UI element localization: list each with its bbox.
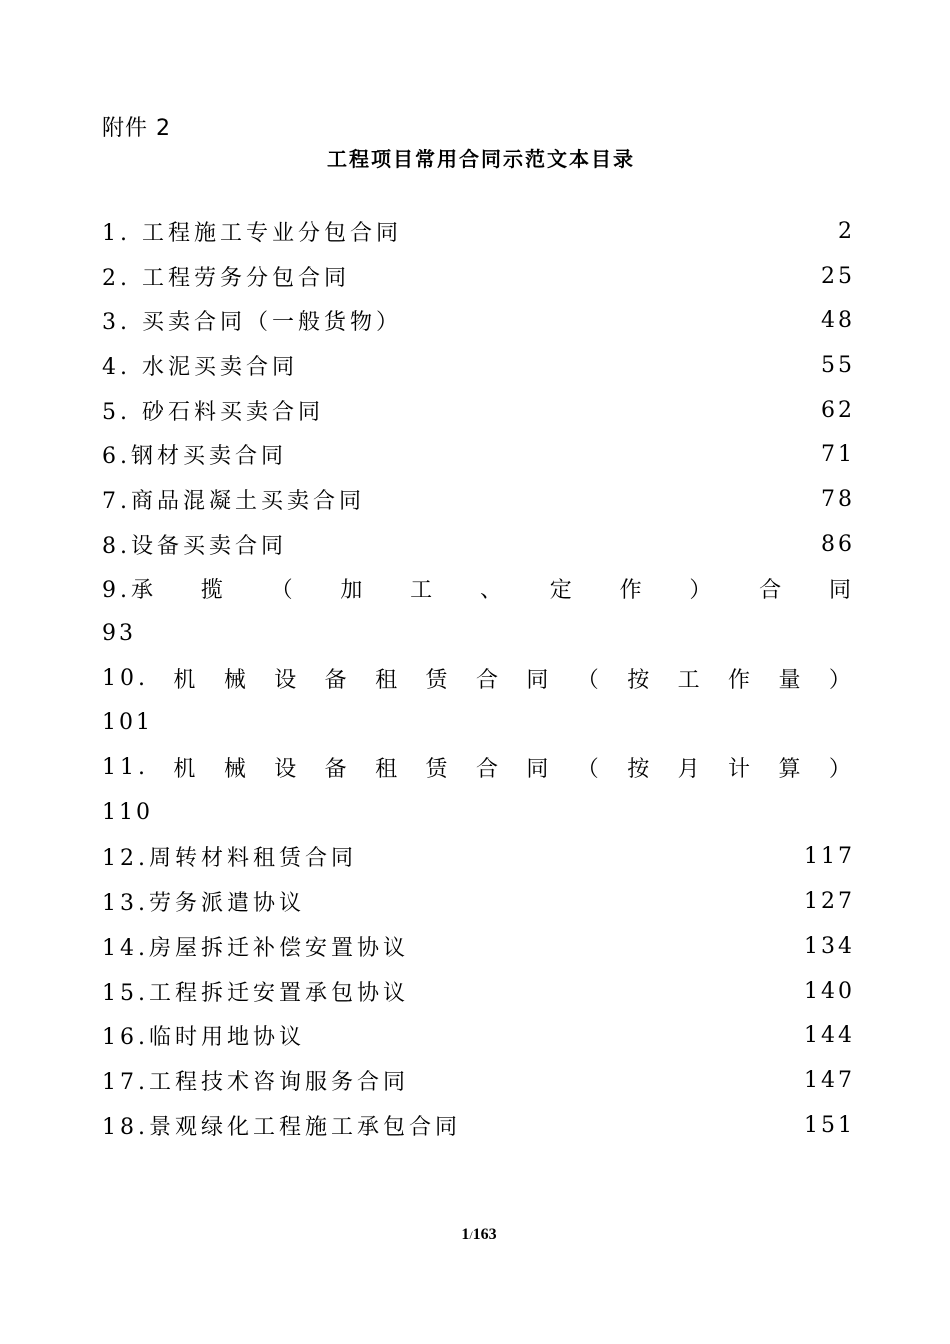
toc-entry-label-part: 计 bbox=[728, 757, 755, 783]
toc-entry[interactable] bbox=[102, 879, 855, 924]
toc-entry-label-part: 备 bbox=[324, 667, 351, 693]
toc-entry-label: 7.商品混凝土买卖合同 bbox=[102, 488, 365, 514]
toc-entry[interactable] bbox=[102, 254, 855, 299]
toc-entry-label-part: 作 bbox=[619, 578, 646, 604]
toc-entry-justified[interactable] bbox=[102, 745, 855, 790]
toc-entry-label-part: （ bbox=[576, 757, 603, 783]
toc-entry-label-part: 租 bbox=[375, 757, 402, 783]
toc-entry-label-part: ） bbox=[689, 578, 716, 604]
toc-entry-label-part: 揽 bbox=[200, 578, 227, 604]
toc-entry-label-part: 合 bbox=[475, 667, 502, 693]
toc-entry-label-part: 算 bbox=[778, 757, 805, 783]
toc-entry-label-part: 作 bbox=[728, 667, 755, 693]
toc-entry[interactable] bbox=[102, 343, 855, 388]
toc-entry[interactable] bbox=[102, 1103, 855, 1148]
toc-entry-label: 3. 买卖合同（一般货物） bbox=[102, 310, 402, 336]
toc-entry-label-part: 加 bbox=[340, 578, 367, 604]
toc-entry-label: 5. 砂石料买卖合同 bbox=[102, 399, 324, 425]
toc-entry-label: 8.设备买卖合同 bbox=[102, 533, 287, 559]
toc-entry-page: 48 bbox=[821, 308, 855, 334]
toc-entry-label: 6.钢材买卖合同 bbox=[102, 444, 287, 470]
toc-entry[interactable] bbox=[102, 969, 855, 1014]
toc-entry-label-part: 定 bbox=[549, 578, 576, 604]
toc-entry-page: 144 bbox=[804, 1023, 855, 1049]
toc-entry-page: 140 bbox=[804, 978, 855, 1004]
toc-entry-page: 25 bbox=[821, 263, 855, 289]
toc-entry[interactable] bbox=[102, 924, 855, 969]
toc-entry-label: 14.房屋拆迁补偿安置协议 bbox=[102, 935, 409, 961]
toc-entry-label-part: 租 bbox=[375, 667, 402, 693]
toc-entry-label-part: 械 bbox=[223, 667, 250, 693]
toc-entry-page: 86 bbox=[821, 531, 855, 557]
toc-entry-page: 55 bbox=[821, 352, 855, 378]
toc-entry-label-part: 工 bbox=[677, 667, 704, 693]
toc-entry-label-part: 按 bbox=[627, 757, 654, 783]
toc-entry-page: 93 bbox=[102, 621, 136, 647]
page-title: 工程项目常用合同示范文本目录 bbox=[327, 147, 635, 171]
toc-entry-label: 13.劳务派遣协议 bbox=[102, 891, 305, 917]
attachment-label: 附件 2 bbox=[102, 116, 171, 141]
toc-entry[interactable] bbox=[102, 477, 855, 522]
toc-entry-label-part: 机 bbox=[173, 667, 200, 693]
toc-entry-label-part: 量 bbox=[778, 667, 805, 693]
toc-entry-label-part: 11. bbox=[102, 755, 149, 781]
toc-entry-page: 117 bbox=[804, 844, 855, 870]
toc-entry[interactable] bbox=[102, 1013, 855, 1058]
toc-entry[interactable] bbox=[102, 522, 855, 567]
toc-entry[interactable] bbox=[102, 388, 855, 433]
toc-entry-label: 1. 工程施工专业分包合同 bbox=[102, 220, 402, 246]
toc-entry[interactable] bbox=[102, 1058, 855, 1103]
toc-entry-label-part: 工 bbox=[410, 578, 437, 604]
toc-entry-page: 127 bbox=[804, 889, 855, 915]
page-number-separator: / bbox=[469, 1228, 473, 1242]
toc-entry-label-part: 同 bbox=[526, 667, 553, 693]
toc-entry-page: 147 bbox=[804, 1067, 855, 1093]
toc-entry-page: 62 bbox=[821, 397, 855, 423]
toc-entry-label-part: 同 bbox=[526, 757, 553, 783]
toc-entry-label-part: （ bbox=[270, 578, 297, 604]
toc-entry-page: 2 bbox=[838, 218, 855, 244]
toc-entry-page-wrapped[interactable] bbox=[102, 790, 855, 835]
total-page-count: 163 bbox=[472, 1226, 497, 1243]
toc-entry-page: 134 bbox=[804, 933, 855, 959]
toc-entry-label-part: ） bbox=[828, 667, 855, 693]
current-page-number: 1 bbox=[461, 1226, 470, 1243]
toc-entry-justified[interactable] bbox=[102, 656, 855, 701]
toc-entry-label-part: 按 bbox=[627, 667, 654, 693]
toc-entry-label-part: 设 bbox=[274, 757, 301, 783]
toc-entry-page: 71 bbox=[821, 442, 855, 468]
toc-entry-page: 151 bbox=[804, 1112, 855, 1138]
toc-entry[interactable] bbox=[102, 298, 855, 343]
toc-entry-label: 18.景观绿化工程施工承包合同 bbox=[102, 1114, 461, 1140]
toc-entry-label: 16.临时用地协议 bbox=[102, 1025, 305, 1051]
toc-entry-page: 78 bbox=[821, 486, 855, 512]
toc-entry-label-part: 械 bbox=[223, 757, 250, 783]
toc-entry-label-part: 机 bbox=[173, 757, 200, 783]
toc-entry-page: 101 bbox=[102, 710, 153, 736]
table-of-contents bbox=[102, 209, 855, 1147]
page-number-footer bbox=[0, 1226, 950, 1244]
toc-entry-justified[interactable] bbox=[102, 567, 855, 612]
toc-entry-label-part: 合 bbox=[475, 757, 502, 783]
toc-entry-label-part: ） bbox=[828, 757, 855, 783]
toc-entry-label-part: 9.承 bbox=[102, 578, 157, 604]
toc-entry-label-part: 月 bbox=[677, 757, 704, 783]
toc-entry-label-part: 、 bbox=[479, 578, 506, 604]
toc-entry-label-part: 10. bbox=[102, 665, 149, 691]
toc-entry[interactable] bbox=[102, 835, 855, 880]
toc-entry-label-part: 赁 bbox=[425, 757, 452, 783]
toc-entry-label-part: 备 bbox=[324, 757, 351, 783]
toc-entry-label-part: 同 bbox=[828, 578, 855, 604]
toc-entry-label-part: 赁 bbox=[425, 667, 452, 693]
toc-entry-label-part: 合 bbox=[759, 578, 786, 604]
toc-entry-label: 15.工程拆迁安置承包协议 bbox=[102, 980, 409, 1006]
toc-entry-page-wrapped[interactable] bbox=[102, 701, 855, 746]
toc-entry-page: 110 bbox=[102, 799, 153, 825]
toc-entry-label: 4. 水泥买卖合同 bbox=[102, 354, 298, 380]
toc-entry[interactable] bbox=[102, 209, 855, 254]
toc-entry-page-wrapped[interactable] bbox=[102, 611, 855, 656]
toc-entry-label: 12.周转材料租赁合同 bbox=[102, 846, 357, 872]
toc-entry-label: 17.工程技术咨询服务合同 bbox=[102, 1069, 409, 1095]
toc-entry-label: 2. 工程劳务分包合同 bbox=[102, 265, 350, 291]
toc-entry-label-part: （ bbox=[576, 667, 603, 693]
toc-entry[interactable] bbox=[102, 432, 855, 477]
toc-entry-label-part: 设 bbox=[274, 667, 301, 693]
